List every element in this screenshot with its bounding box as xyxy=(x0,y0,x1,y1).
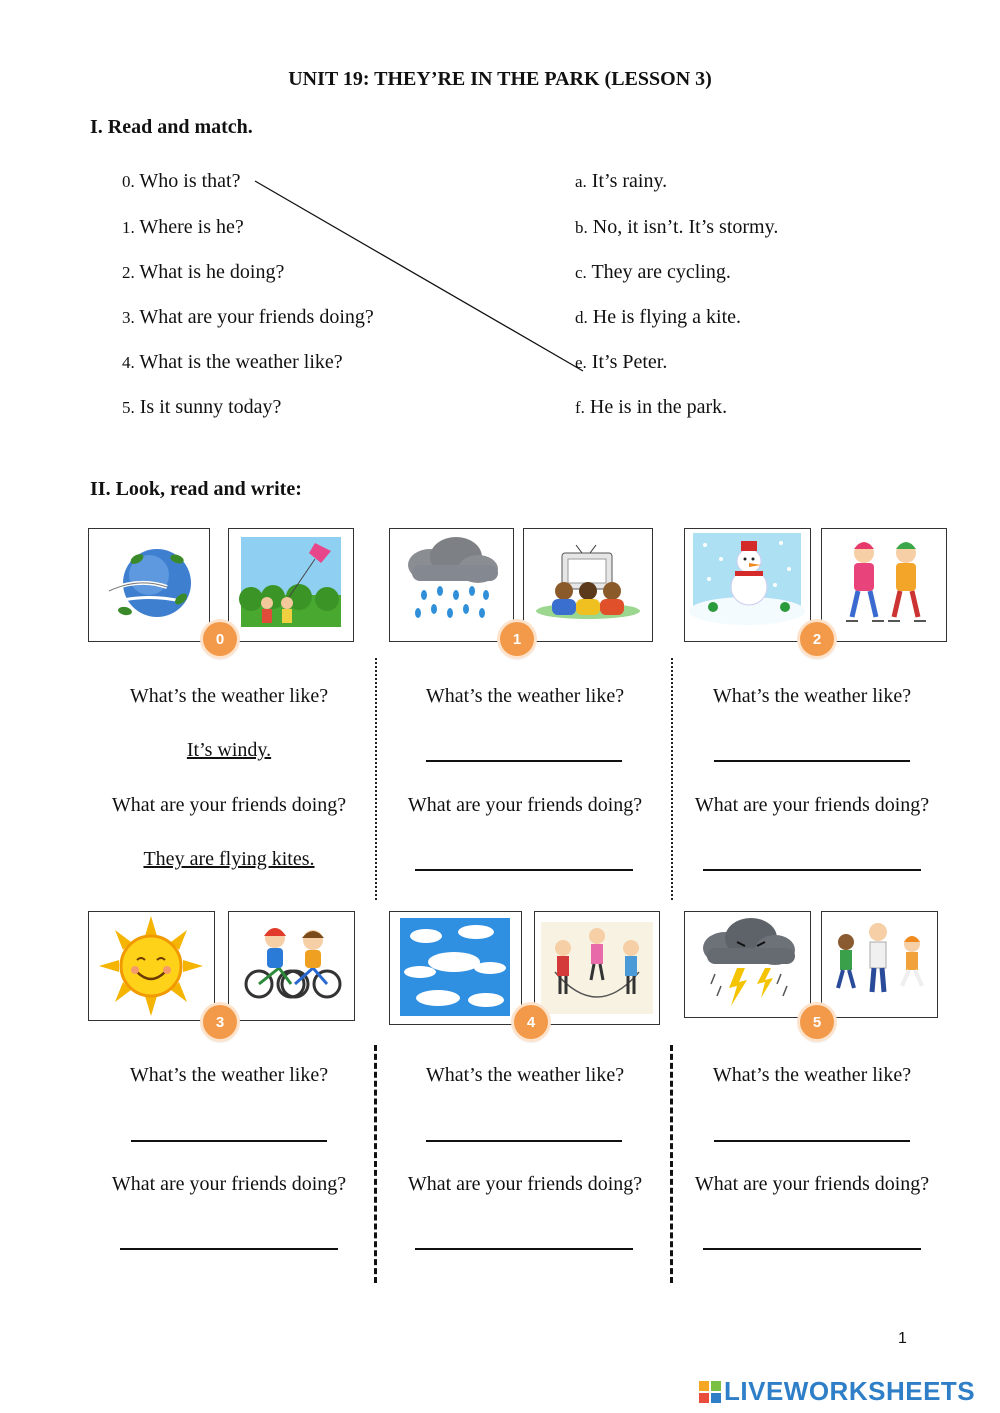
section-1-heading: I. Read and match. xyxy=(90,116,253,138)
item-number-badge: 1 xyxy=(500,622,534,656)
example-match-line xyxy=(0,0,1000,420)
liveworksheets-logo-text: LIVEWORKSHEETS xyxy=(724,1376,976,1406)
snowy-icon xyxy=(684,528,811,642)
item-number-badge: 5 xyxy=(800,1005,834,1039)
windy-icon xyxy=(88,528,210,642)
cycling-icon xyxy=(228,911,355,1021)
activity-question: What are your friends doing? xyxy=(111,1173,347,1195)
answer-blank-weather[interactable] xyxy=(131,1140,327,1142)
match-answer[interactable]: f. He is in the park. xyxy=(575,396,728,418)
answer-blank-weather[interactable] xyxy=(714,1140,910,1142)
match-question: 0. Who is that? xyxy=(122,170,241,192)
activity-question: What are your friends doing? xyxy=(694,794,930,816)
weather-question: What’s the weather like? xyxy=(129,685,329,707)
match-answer[interactable]: a. It’s rainy. xyxy=(575,170,668,192)
sunny-icon xyxy=(88,911,215,1021)
answer-blank-activity[interactable] xyxy=(415,869,633,871)
weather-question: What’s the weather like? xyxy=(425,685,625,707)
column-divider xyxy=(375,658,377,900)
answer-blank-weather[interactable] xyxy=(426,760,622,762)
activity-question: What are your friends doing? xyxy=(111,794,347,816)
match-question: 2. What is he doing? xyxy=(122,261,285,283)
match-answer[interactable]: b. No, it isn’t. It’s stormy. xyxy=(575,216,779,238)
page-number: 1 xyxy=(898,1330,907,1347)
match-question: 3. What are your friends doing? xyxy=(122,306,374,328)
rainy-icon xyxy=(389,528,514,642)
example-answer-weather: It’s windy. xyxy=(186,739,272,761)
page-title: UNIT 19: THEY’RE IN THE PARK (LESSON 3) xyxy=(288,68,712,90)
weather-question: What’s the weather like? xyxy=(129,1064,329,1086)
item-number-badge: 4 xyxy=(514,1005,548,1039)
example-answer-activity: They are flying kites. xyxy=(143,848,315,870)
match-answer[interactable]: e. It’s Peter. xyxy=(575,351,668,373)
answer-blank-activity[interactable] xyxy=(703,1248,921,1250)
weather-question: What’s the weather like? xyxy=(712,685,912,707)
liveworksheets-logo[interactable] xyxy=(698,1376,975,1407)
weather-question: What’s the weather like? xyxy=(712,1064,912,1086)
watching-tv-icon xyxy=(523,528,653,642)
item-number-badge: 3 xyxy=(203,1005,237,1039)
item-number-badge: 0 xyxy=(203,622,237,656)
liveworksheets-logo-icon xyxy=(698,1380,722,1404)
flying-kite-icon xyxy=(228,528,354,642)
activity-question: What are your friends doing? xyxy=(694,1173,930,1195)
answer-blank-activity[interactable] xyxy=(415,1248,633,1250)
answer-blank-weather[interactable] xyxy=(714,760,910,762)
activity-question: What are your friends doing? xyxy=(407,794,643,816)
skating-icon xyxy=(821,528,947,642)
column-divider xyxy=(374,1045,377,1283)
skipping-rope-icon xyxy=(534,911,660,1025)
cloudy-icon xyxy=(389,911,522,1025)
match-question: 5. Is it sunny today? xyxy=(122,396,282,418)
item-number-badge: 2 xyxy=(800,622,834,656)
running-icon xyxy=(821,911,938,1018)
match-question: 4. What is the weather like? xyxy=(122,351,343,373)
match-answer[interactable]: c. They are cycling. xyxy=(575,261,731,283)
answer-blank-weather[interactable] xyxy=(426,1140,622,1142)
match-question: 1. Where is he? xyxy=(122,216,244,238)
answer-blank-activity[interactable] xyxy=(703,869,921,871)
answer-blank-activity[interactable] xyxy=(120,1248,338,1250)
weather-question: What’s the weather like? xyxy=(425,1064,625,1086)
section-2-heading: II. Look, read and write: xyxy=(90,478,302,500)
activity-question: What are your friends doing? xyxy=(407,1173,643,1195)
match-answer[interactable]: d. He is flying a kite. xyxy=(575,306,742,328)
stormy-icon xyxy=(684,911,811,1018)
